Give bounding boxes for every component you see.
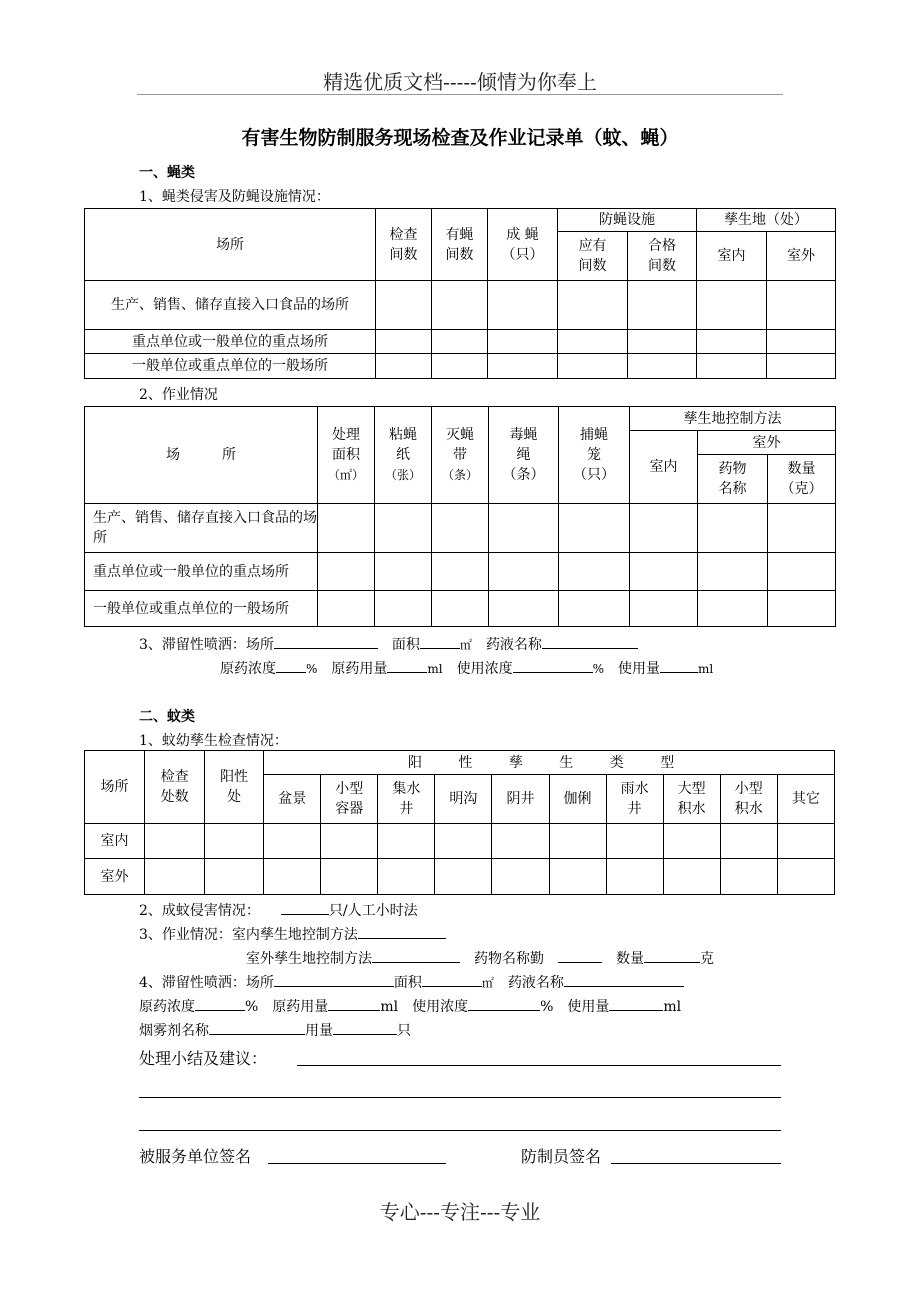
usage-field[interactable]: [660, 658, 698, 673]
row-label: 室内: [85, 824, 145, 859]
col-breeding-types: 阳 性 孳 生 类 型: [264, 751, 835, 775]
dosage-field[interactable]: [328, 996, 380, 1011]
adult-mosquito-unit: 只/人工小时法: [328, 903, 418, 919]
col-poison-rope: 毒蝇 绳 （条）: [489, 407, 559, 504]
ml-unit: ml: [427, 662, 443, 676]
col-place: 场 所: [85, 407, 318, 504]
input-cell[interactable]: [375, 553, 432, 591]
input-cell[interactable]: [432, 591, 489, 627]
conc-field[interactable]: [276, 658, 306, 673]
row-label: 生产、销售、储存直接入口食品的场所: [85, 281, 376, 330]
col-should-have: 应有 间数: [558, 232, 628, 281]
flies-part1-label: 1、蝇类侵害及防蝇设施情况：: [139, 189, 330, 205]
input-cell[interactable]: [205, 824, 264, 859]
usage-label: 使用量: [618, 661, 661, 677]
section-mosquito-title: 二、蚊类: [139, 709, 195, 725]
input-cell[interactable]: [630, 553, 698, 591]
dosage-label: 原药用量: [331, 661, 388, 677]
input-cell[interactable]: [205, 859, 264, 895]
input-cell[interactable]: [767, 281, 836, 330]
input-cell[interactable]: [768, 504, 836, 553]
input-cell[interactable]: [630, 504, 698, 553]
dosage-label: 原药用量: [272, 999, 329, 1015]
outdoor-control-label: 室外孳生地控制方法: [246, 951, 372, 967]
quantity-unit: 克: [700, 951, 714, 967]
col-drug-name: 药物 名称: [698, 455, 768, 504]
input-cell[interactable]: [767, 354, 836, 379]
section-flies-title: 一、蝇类: [139, 165, 195, 181]
drug-name-field[interactable]: [558, 948, 602, 963]
summary-line-1[interactable]: [297, 1065, 781, 1066]
input-cell[interactable]: [698, 504, 768, 553]
col-type-other: 其它: [777, 775, 834, 824]
operator-sign-field[interactable]: [611, 1163, 781, 1164]
mosquito-op-line: [139, 924, 446, 944]
input-cell[interactable]: [432, 354, 488, 379]
input-cell[interactable]: [435, 824, 492, 859]
spray-area-field[interactable]: [420, 634, 460, 649]
input-cell[interactable]: [432, 553, 489, 591]
input-cell[interactable]: [559, 553, 630, 591]
quantity-field[interactable]: [644, 948, 700, 963]
ml-unit: ml: [698, 662, 714, 676]
input-cell[interactable]: [488, 330, 558, 354]
col-positive: 阳性 处: [205, 751, 264, 824]
spray-place-label: 4、滞留性喷洒：场所: [139, 975, 274, 991]
area-unit: （㎡）: [327, 468, 364, 482]
spray-drug-field[interactable]: [542, 634, 638, 649]
flies-part2-label: 2、作业情况: [139, 387, 218, 403]
spray-area-label: 面积: [391, 637, 420, 653]
spray-place-field[interactable]: [274, 634, 378, 649]
col-type-jiali: 伽俐: [549, 775, 606, 824]
input-cell[interactable]: [606, 859, 663, 895]
spray-place-label: 3、滞留性喷洒：场所: [139, 637, 274, 653]
col-type-sump: 集水 井: [378, 775, 435, 824]
input-cell[interactable]: [318, 504, 375, 553]
spray-area-field[interactable]: [422, 972, 482, 987]
spray-drug-label: 药液名称: [507, 975, 564, 991]
input-cell[interactable]: [376, 354, 432, 379]
input-cell[interactable]: [318, 553, 375, 591]
row-label: 室外: [85, 859, 145, 895]
col-area: [318, 407, 375, 504]
input-cell[interactable]: [768, 591, 836, 627]
summary-label: 处理小结及建议：: [139, 1049, 268, 1068]
col-inspect: 检查 处数: [145, 751, 205, 824]
smoke-line: [139, 1020, 411, 1040]
input-cell[interactable]: [376, 281, 432, 330]
col-quantity: 数量 （克）: [768, 455, 836, 504]
col-sticky: [375, 407, 432, 504]
conc-label: 原药浓度: [139, 999, 195, 1015]
col-place: 场所: [85, 751, 145, 824]
flies-spray-line2: [220, 658, 713, 678]
adult-mosquito-line: [139, 900, 418, 920]
client-sign-field[interactable]: [268, 1163, 446, 1164]
col-indoor: 室内: [630, 431, 698, 504]
input-cell[interactable]: [768, 553, 836, 591]
smoke-label: 烟雾剂名称: [139, 1023, 209, 1039]
input-cell[interactable]: [628, 354, 697, 379]
indoor-control-field[interactable]: [358, 924, 446, 939]
input-cell[interactable]: [435, 859, 492, 895]
input-cell[interactable]: [549, 859, 606, 895]
col-inspect-rooms: 检查 间数: [376, 209, 432, 281]
input-cell[interactable]: [488, 354, 558, 379]
flies-infestation-table: [84, 208, 836, 379]
lamp-unit: （条）: [441, 468, 478, 482]
input-cell[interactable]: [492, 824, 549, 859]
col-outdoor: 室外: [767, 232, 836, 281]
pct-unit: %: [306, 662, 318, 676]
input-cell[interactable]: [145, 824, 205, 859]
input-cell[interactable]: [321, 824, 378, 859]
col-lamp: [432, 407, 489, 504]
input-cell[interactable]: [432, 330, 488, 354]
conc-field[interactable]: [195, 996, 245, 1011]
col-fly-rooms: 有蝇 间数: [432, 209, 488, 281]
col-type-small-water: 小型 积水: [720, 775, 777, 824]
input-cell[interactable]: [488, 281, 558, 330]
input-cell[interactable]: [630, 591, 698, 627]
col-cage: 捕蝇 笼 （只）: [559, 407, 630, 504]
spray-drug-label: 药液名称: [485, 637, 542, 653]
input-cell[interactable]: [489, 553, 559, 591]
mosquito-outdoor-line: [246, 948, 714, 968]
input-cell[interactable]: [698, 591, 768, 627]
smoke-field[interactable]: [209, 1020, 305, 1035]
input-cell[interactable]: [606, 824, 663, 859]
input-cell[interactable]: [145, 859, 205, 895]
input-cell[interactable]: [432, 281, 488, 330]
pct-unit: %: [540, 999, 554, 1015]
input-cell[interactable]: [777, 859, 834, 895]
page-footer: 专心---专注---专业: [379, 1200, 541, 1224]
input-cell[interactable]: [264, 824, 321, 859]
mosquito-larvae-table: [84, 750, 835, 895]
col-indoor: 室内: [697, 232, 767, 281]
flies-spray-line: [139, 634, 638, 654]
input-cell[interactable]: [697, 330, 767, 354]
input-cell[interactable]: [492, 859, 549, 895]
input-cell[interactable]: [559, 504, 630, 553]
usage-label: 使用量: [567, 999, 610, 1015]
input-cell[interactable]: [558, 354, 628, 379]
operator-sign-label: 防制员签名: [521, 1147, 602, 1166]
use-conc-label: 使用浓度: [456, 661, 513, 677]
row-label: 生产、销售、储存直接入口食品的场所: [85, 504, 318, 553]
input-cell[interactable]: [697, 281, 767, 330]
mosquito-spray-line: [139, 972, 684, 992]
input-cell[interactable]: [558, 281, 628, 330]
sticky-unit: （张）: [384, 468, 421, 482]
mosquito-part1-label: 1、蚊幼孳生检查情况：: [139, 733, 288, 749]
adult-mosquito-label: 2、成蚊侵害情况：: [139, 903, 253, 919]
smoke-amount-field[interactable]: [333, 1020, 397, 1035]
input-cell[interactable]: [559, 591, 630, 627]
col-type-open-ditch: 明沟: [435, 775, 492, 824]
input-cell[interactable]: [375, 591, 432, 627]
spray-place-field[interactable]: [274, 972, 394, 987]
col-type-bonsai: 盆景: [264, 775, 321, 824]
input-cell[interactable]: [264, 859, 321, 895]
lamp-label: 灭蝇 带: [446, 427, 474, 463]
client-sign-label: 被服务单位签名: [139, 1147, 252, 1166]
drug-name-label: 药物名称勤: [474, 951, 544, 967]
outdoor-control-field[interactable]: [372, 948, 460, 963]
input-cell[interactable]: [697, 354, 767, 379]
usage-field[interactable]: [609, 996, 663, 1011]
input-cell[interactable]: [378, 824, 435, 859]
input-cell[interactable]: [663, 824, 720, 859]
col-type-small-container: 小型 容器: [321, 775, 378, 824]
row-label: 重点单位或一般单位的重点场所: [85, 330, 376, 354]
dosage-field[interactable]: [387, 658, 427, 673]
row-label: 重点单位或一般单位的重点场所: [85, 553, 318, 591]
input-cell[interactable]: [549, 824, 606, 859]
col-adult-flies: 成 蝇 （只）: [488, 209, 558, 281]
flies-operation-table: [84, 406, 836, 627]
input-cell[interactable]: [375, 504, 432, 553]
input-cell[interactable]: [628, 330, 697, 354]
pct-unit: %: [592, 662, 605, 676]
page-header: 精选优质文档-----倾情为你奉上: [323, 70, 597, 94]
indoor-control-label: 3、作业情况：室内孳生地控制方法: [139, 927, 358, 943]
input-cell[interactable]: [489, 591, 559, 627]
col-prevention: 防蝇设施: [558, 209, 697, 232]
input-cell[interactable]: [767, 330, 836, 354]
smoke-unit: 只: [397, 1023, 411, 1039]
area-unit: ㎡: [459, 638, 472, 652]
conc-label: 原药浓度: [220, 661, 276, 677]
adult-mosquito-field[interactable]: [281, 900, 329, 915]
use-conc-field[interactable]: [468, 996, 540, 1011]
col-breeding: 孳生地（处）: [697, 209, 836, 232]
input-cell[interactable]: [489, 504, 559, 553]
input-cell[interactable]: [432, 504, 489, 553]
summary-line-3[interactable]: [139, 1130, 781, 1131]
input-cell[interactable]: [698, 553, 768, 591]
input-cell[interactable]: [720, 859, 777, 895]
header-rule: [137, 94, 783, 95]
input-cell[interactable]: [321, 859, 378, 895]
mosquito-spray-line2: [139, 996, 681, 1016]
col-type-large-water: 大型 积水: [663, 775, 720, 824]
pct-unit: %: [245, 999, 259, 1015]
use-conc-label: 使用浓度: [412, 999, 469, 1015]
page-title: 有害生物防制服务现场检查及作业记录单（蚊、蝇）: [241, 127, 679, 149]
quantity-label: 数量: [616, 951, 644, 967]
row-label: 一般单位或重点单位的一般场所: [85, 591, 318, 627]
col-type-drain-well: 阴井: [492, 775, 549, 824]
col-qualified: 合格 间数: [628, 232, 697, 281]
col-outdoor: 室外: [698, 431, 836, 455]
use-conc-field[interactable]: [513, 658, 593, 673]
col-type-rain-well: 雨水 井: [606, 775, 663, 824]
ml-unit: ml: [663, 999, 682, 1015]
input-cell[interactable]: [318, 591, 375, 627]
sticky-label: 粘蝇 纸: [389, 427, 417, 463]
input-cell[interactable]: [777, 824, 834, 859]
area-label: 处理 面积: [332, 427, 360, 463]
col-place: 场所: [85, 209, 376, 281]
input-cell[interactable]: [628, 281, 697, 330]
col-breeding-control: 孳生地控制方法: [630, 407, 836, 431]
input-cell[interactable]: [376, 330, 432, 354]
ml-unit: ml: [380, 999, 399, 1015]
row-label: 一般单位或重点单位的一般场所: [85, 354, 376, 379]
spray-area-label: 面积: [393, 975, 422, 991]
area-unit: ㎡: [481, 976, 494, 990]
input-cell[interactable]: [663, 859, 720, 895]
input-cell[interactable]: [558, 330, 628, 354]
spray-drug-field[interactable]: [564, 972, 684, 987]
summary-line-2[interactable]: [139, 1097, 781, 1098]
smoke-amount-label: 用量: [305, 1023, 333, 1039]
input-cell[interactable]: [720, 824, 777, 859]
input-cell[interactable]: [378, 859, 435, 895]
